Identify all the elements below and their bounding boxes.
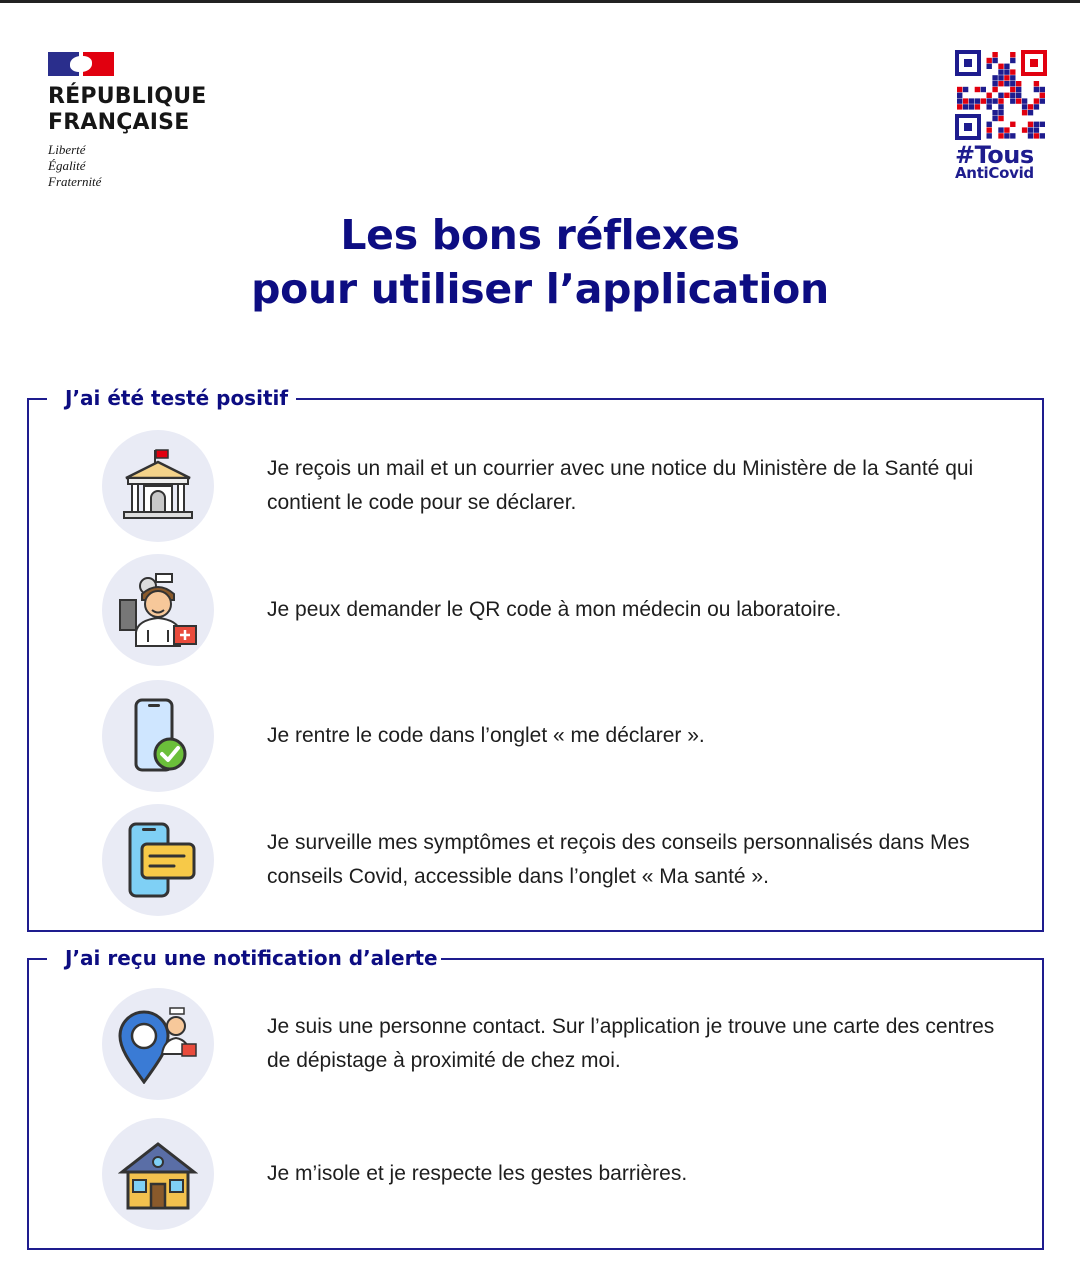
- title-line-1: Les bons réflexes: [340, 211, 740, 259]
- title-line-2: pour utiliser l’application: [251, 265, 829, 313]
- republique-francaise-logo: [48, 52, 218, 190]
- motto-liberte: Liberté: [48, 142, 86, 157]
- qr-code-icon: [955, 50, 1047, 140]
- item-text: Je m’isole et je respecte les gestes barrières.: [267, 1162, 688, 1185]
- list-item: [102, 988, 1002, 1100]
- map-pin-doctor-icon: [102, 988, 214, 1100]
- list-item: [102, 430, 1002, 542]
- item-text: Je reçois un mail et un courrier avec une notice du Ministère de la Santé qui contient le code pour se déclarer.: [267, 457, 974, 514]
- republique-line: RÉPUBLIQUE: [48, 84, 207, 109]
- list-item: [102, 554, 1002, 666]
- section-teste-positif: [27, 386, 1044, 932]
- phone-message-icon: [102, 804, 214, 916]
- item-text: Je suis une personne contact. Sur l’application je trouve une carte des centres de dépistage à proximité de chez moi.: [267, 1015, 995, 1072]
- doctor-icon: [102, 554, 214, 666]
- top-border: [0, 0, 1080, 3]
- section-notification-alerte: [27, 946, 1044, 1250]
- republique-francaise-wordmark: [48, 84, 218, 136]
- hashtag-tous: #Tous: [955, 141, 1034, 169]
- list-item: [102, 804, 1002, 916]
- list-item: [102, 680, 1002, 792]
- francaise-line: FRANÇAISE: [48, 110, 190, 135]
- hashtag-anticovid: AntiCovid: [955, 164, 1034, 182]
- ministry-building-icon: [102, 430, 214, 542]
- motto: [48, 142, 218, 190]
- item-text: Je rentre le code dans l’onglet « me déclarer ».: [267, 724, 705, 747]
- marianne-flag-icon: [48, 52, 114, 76]
- list-item: [102, 1118, 1002, 1230]
- item-text: Je surveille mes symptômes et reçois des conseils personnalisés dans Mes conseils Covid, accessible dans l’onglet « Ma santé ».: [267, 831, 970, 888]
- section-label: J’ai reçu une notification d’alerte: [65, 946, 438, 970]
- house-icon: [102, 1118, 214, 1230]
- tousanticovid-badge: [955, 50, 1050, 181]
- section-label: J’ai été testé positif: [65, 386, 289, 410]
- motto-egalite: Égalité: [48, 158, 86, 173]
- item-text: Je peux demander le QR code à mon médecin ou laboratoire.: [267, 598, 842, 621]
- motto-fraternite: Fraternité: [48, 174, 102, 189]
- page-title: [0, 208, 1080, 316]
- phone-check-icon: [102, 680, 214, 792]
